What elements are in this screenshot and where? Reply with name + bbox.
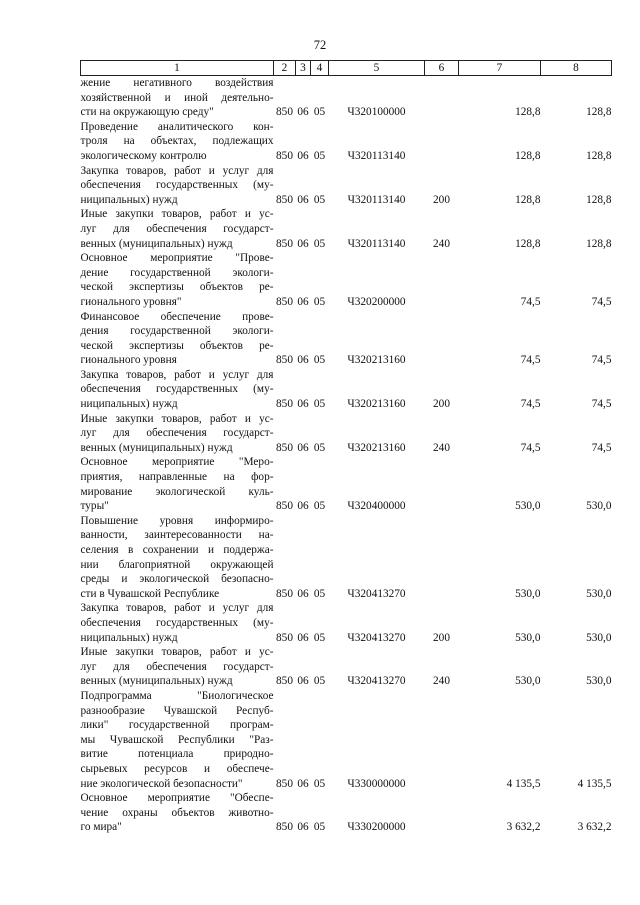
cell-budget-admin: 850 bbox=[276, 295, 293, 308]
cell-amount-year-1: 128,8 bbox=[515, 237, 541, 250]
cell-subsection: 05 bbox=[313, 821, 326, 834]
item-name-line: Закупка товаров, работ и услуг для bbox=[80, 602, 274, 615]
cell-target-item: Ч320413270 bbox=[347, 675, 406, 688]
cell-expense-type: 240 bbox=[433, 237, 450, 250]
cell-target-item: Ч320113140 bbox=[347, 149, 406, 162]
table-row bbox=[81, 689, 612, 791]
cell-subsection: 05 bbox=[313, 295, 326, 308]
item-name-line: го мира" bbox=[80, 821, 122, 834]
table-row bbox=[81, 207, 612, 251]
table-row bbox=[81, 164, 612, 208]
cell-expense-type bbox=[425, 455, 459, 513]
cell-amount-year-2: 128,8 bbox=[586, 149, 612, 162]
item-name-line: луг для обеспечения государст- bbox=[80, 222, 274, 235]
cell-expense-type: 240 bbox=[433, 675, 450, 688]
cell-amount-year-1: 530,0 bbox=[515, 587, 541, 600]
cell-subsection: 05 bbox=[313, 354, 326, 367]
cell-item-name bbox=[81, 412, 274, 456]
cell-budget-admin: 850 bbox=[276, 777, 293, 790]
cell-budget-admin: 850 bbox=[276, 237, 293, 250]
cell-item-name bbox=[81, 514, 274, 602]
column-header-7: 7 bbox=[459, 61, 541, 76]
cell-amount-year-1: 128,8 bbox=[515, 193, 541, 206]
item-name-line: венных (муниципальных) нужд bbox=[80, 441, 233, 454]
cell-target-item: Ч330000000 bbox=[347, 777, 406, 790]
cell-item-name bbox=[81, 310, 274, 368]
cell-section: 06 bbox=[297, 500, 309, 513]
item-name-line: ниципальных) нужд bbox=[80, 398, 178, 411]
cell-target-item: Ч320413270 bbox=[347, 587, 406, 600]
column-header-1: 1 bbox=[81, 61, 274, 76]
cell-target-item: Ч320113140 bbox=[347, 193, 406, 206]
cell-section: 06 bbox=[297, 631, 309, 644]
item-name-line: Основное мероприятие "Меро- bbox=[80, 456, 274, 469]
cell-expense-type: 200 bbox=[433, 631, 450, 644]
cell-item-name bbox=[81, 689, 274, 791]
cell-item-name bbox=[81, 645, 274, 689]
table-row bbox=[81, 455, 612, 513]
table-row bbox=[81, 645, 612, 689]
item-name-line: Иные закупки товаров, работ и ус- bbox=[80, 646, 274, 659]
cell-expense-type bbox=[425, 76, 459, 120]
budget-table bbox=[80, 60, 612, 835]
cell-section: 06 bbox=[297, 398, 309, 411]
item-name-line: ниципальных) нужд bbox=[80, 193, 178, 206]
item-name-line: Иные закупки товаров, работ и ус- bbox=[80, 208, 274, 221]
item-name-line: Закупка товаров, работ и услуг для bbox=[80, 164, 274, 177]
column-header-4: 4 bbox=[311, 61, 329, 76]
cell-amount-year-2: 74,5 bbox=[591, 398, 612, 411]
cell-amount-year-1: 530,0 bbox=[515, 631, 541, 644]
cell-item-name bbox=[81, 76, 274, 120]
table-row bbox=[81, 76, 612, 120]
cell-amount-year-2: 128,8 bbox=[586, 106, 612, 119]
item-name-line: луг для обеспечения государст- bbox=[80, 660, 274, 673]
item-name-line: луг для обеспечения государст- bbox=[80, 427, 274, 440]
cell-expense-type bbox=[425, 514, 459, 602]
table-body bbox=[81, 76, 612, 835]
item-name-line: нии благоприятной окружающей bbox=[80, 558, 274, 571]
cell-amount-year-1: 74,5 bbox=[520, 295, 541, 308]
cell-amount-year-1: 128,8 bbox=[515, 149, 541, 162]
cell-amount-year-1: 128,8 bbox=[515, 106, 541, 119]
cell-item-name bbox=[81, 791, 274, 835]
cell-subsection: 05 bbox=[313, 631, 326, 644]
cell-section: 06 bbox=[297, 441, 309, 454]
item-name-line: экологическому контролю bbox=[80, 149, 207, 162]
cell-amount-year-1: 4 135,5 bbox=[506, 777, 541, 790]
table-row bbox=[81, 601, 612, 645]
table-row bbox=[81, 310, 612, 368]
item-name-line: венных (муниципальных) нужд bbox=[80, 237, 233, 250]
table-row bbox=[81, 120, 612, 164]
cell-expense-type bbox=[425, 251, 459, 309]
cell-expense-type: 240 bbox=[433, 441, 450, 454]
cell-target-item: Ч320213160 bbox=[347, 354, 406, 367]
item-name-line: Иные закупки товаров, работ и ус- bbox=[80, 412, 274, 425]
item-name-line: обеспечения государственных (му- bbox=[80, 383, 274, 396]
cell-budget-admin: 850 bbox=[276, 675, 293, 688]
cell-item-name bbox=[81, 601, 274, 645]
item-name-line: ческой экспертизы объектов ре- bbox=[80, 339, 274, 352]
cell-item-name bbox=[81, 120, 274, 164]
cell-target-item: Ч320113140 bbox=[347, 237, 406, 250]
item-name-line: лики" государственной програм- bbox=[80, 719, 274, 732]
cell-expense-type bbox=[425, 689, 459, 791]
cell-amount-year-2: 74,5 bbox=[591, 441, 612, 454]
header-row bbox=[81, 61, 612, 76]
cell-item-name bbox=[81, 164, 274, 208]
table-row bbox=[81, 412, 612, 456]
item-name-line: дения государственной экологи- bbox=[80, 325, 274, 338]
table-header bbox=[81, 61, 612, 76]
cell-budget-admin: 850 bbox=[276, 398, 293, 411]
cell-section: 06 bbox=[297, 149, 309, 162]
cell-budget-admin: 850 bbox=[276, 193, 293, 206]
cell-amount-year-1: 74,5 bbox=[520, 398, 541, 411]
item-name-line: Финансовое обеспечение прове- bbox=[80, 310, 274, 323]
cell-subsection: 05 bbox=[313, 777, 326, 790]
cell-section: 06 bbox=[297, 106, 309, 119]
item-name-line: сырьевых ресурсов и обеспече- bbox=[80, 762, 274, 775]
cell-item-name bbox=[81, 207, 274, 251]
item-name-line: разнообразие Чувашской Респуб- bbox=[80, 704, 274, 717]
cell-amount-year-1: 3 632,2 bbox=[506, 821, 541, 834]
item-name-line: витие потенциала природно- bbox=[80, 748, 274, 761]
cell-item-name bbox=[81, 368, 274, 412]
item-name-line: гионального уровня" bbox=[80, 295, 182, 308]
column-header-3: 3 bbox=[296, 61, 311, 76]
cell-amount-year-1: 530,0 bbox=[515, 675, 541, 688]
cell-target-item: Ч320400000 bbox=[347, 500, 406, 513]
cell-target-item: Ч320100000 bbox=[347, 106, 406, 119]
cell-amount-year-2: 530,0 bbox=[586, 587, 612, 600]
item-name-line: Основное мероприятие "Обеспе- bbox=[80, 792, 274, 805]
item-name-line: ванности, заинтересованности на- bbox=[80, 529, 274, 542]
cell-item-name bbox=[81, 251, 274, 309]
item-name-line: хозяйственной и иной деятельно- bbox=[80, 91, 274, 104]
cell-subsection: 05 bbox=[313, 193, 326, 206]
cell-subsection: 05 bbox=[313, 587, 326, 600]
item-name-line: чение охраны объектов животно- bbox=[80, 806, 274, 819]
cell-budget-admin: 850 bbox=[276, 631, 293, 644]
cell-amount-year-1: 530,0 bbox=[515, 500, 541, 513]
column-header-5: 5 bbox=[329, 61, 425, 76]
cell-amount-year-1: 74,5 bbox=[520, 441, 541, 454]
column-header-6: 6 bbox=[425, 61, 459, 76]
cell-subsection: 05 bbox=[313, 149, 326, 162]
cell-target-item: Ч320213160 bbox=[347, 398, 406, 411]
cell-target-item: Ч320413270 bbox=[347, 631, 406, 644]
cell-budget-admin: 850 bbox=[276, 106, 293, 119]
item-name-line: Проведение аналитического кон- bbox=[80, 120, 274, 133]
item-name-line: ние экологической безопасности" bbox=[80, 777, 243, 790]
item-name-line: сти в Чувашской Республике bbox=[80, 587, 220, 600]
cell-expense-type: 200 bbox=[433, 193, 450, 206]
cell-section: 06 bbox=[297, 193, 309, 206]
item-name-line: Основное мероприятие "Прове- bbox=[80, 252, 274, 265]
item-name-line: мирование экологической куль- bbox=[80, 485, 274, 498]
cell-expense-type: 200 bbox=[433, 398, 450, 411]
cell-amount-year-2: 530,0 bbox=[586, 500, 612, 513]
item-name-line: среды и экологической безопасно- bbox=[80, 573, 274, 586]
item-name-line: ниципальных) нужд bbox=[80, 631, 178, 644]
cell-amount-year-2: 4 135,5 bbox=[577, 777, 612, 790]
column-header-8: 8 bbox=[541, 61, 612, 76]
cell-subsection: 05 bbox=[313, 398, 326, 411]
cell-section: 06 bbox=[297, 777, 309, 790]
item-name-line: Закупка товаров, работ и услуг для bbox=[80, 368, 274, 381]
item-name-line: ческой экспертизы объектов ре- bbox=[80, 281, 274, 294]
cell-section: 06 bbox=[297, 821, 309, 834]
cell-subsection: 05 bbox=[313, 237, 326, 250]
cell-budget-admin: 850 bbox=[276, 587, 293, 600]
item-name-line: селения в сохранении и поддержа- bbox=[80, 544, 274, 556]
cell-expense-type bbox=[425, 791, 459, 835]
cell-target-item: Ч320213160 bbox=[347, 441, 406, 454]
cell-subsection: 05 bbox=[313, 441, 326, 454]
cell-amount-year-2: 128,8 bbox=[586, 193, 612, 206]
table-row bbox=[81, 368, 612, 412]
column-header-2: 2 bbox=[274, 61, 296, 76]
item-name-line: мы Чувашской Республики "Раз- bbox=[80, 733, 274, 746]
table-row bbox=[81, 251, 612, 309]
cell-expense-type bbox=[425, 120, 459, 164]
item-name-line: приятия, направленные на фор- bbox=[80, 471, 274, 484]
cell-section: 06 bbox=[297, 587, 309, 600]
cell-budget-admin: 850 bbox=[276, 500, 293, 513]
table-row bbox=[81, 514, 612, 602]
cell-target-item: Ч330200000 bbox=[347, 821, 406, 834]
cell-section: 06 bbox=[297, 237, 309, 250]
item-name-line: Повышение уровня информиро- bbox=[80, 514, 274, 527]
item-name-line: венных (муниципальных) нужд bbox=[80, 675, 233, 688]
item-name-line: дение государственной экологи- bbox=[80, 266, 274, 279]
cell-item-name bbox=[81, 455, 274, 513]
item-name-line: сти на окружающую среду" bbox=[80, 106, 214, 119]
cell-amount-year-2: 74,5 bbox=[591, 295, 612, 308]
cell-subsection: 05 bbox=[313, 500, 326, 513]
cell-section: 06 bbox=[297, 295, 309, 308]
cell-section: 06 bbox=[297, 354, 309, 367]
item-name-line: троля на объектах, подлежащих bbox=[80, 135, 274, 148]
item-name-line: гионального уровня bbox=[80, 354, 177, 367]
cell-amount-year-1: 74,5 bbox=[520, 354, 541, 367]
table-row bbox=[81, 791, 612, 835]
cell-subsection: 05 bbox=[313, 675, 326, 688]
cell-amount-year-2: 530,0 bbox=[586, 631, 612, 644]
cell-amount-year-2: 74,5 bbox=[591, 354, 612, 367]
cell-expense-type bbox=[425, 310, 459, 368]
cell-budget-admin: 850 bbox=[276, 441, 293, 454]
cell-section: 06 bbox=[297, 675, 309, 688]
item-name-line: туры" bbox=[80, 500, 109, 513]
cell-amount-year-2: 3 632,2 bbox=[577, 821, 612, 834]
item-name-line: Подпрограмма "Биологическое bbox=[80, 689, 274, 702]
item-name-line: обеспечения государственных (му- bbox=[80, 179, 274, 192]
item-name-line: обеспечения государственных (му- bbox=[80, 616, 274, 629]
page-number: 72 bbox=[313, 38, 327, 52]
cell-target-item: Ч320200000 bbox=[347, 295, 406, 308]
cell-budget-admin: 850 bbox=[276, 821, 293, 834]
cell-subsection: 05 bbox=[313, 106, 326, 119]
item-name-line: жение негативного воздействия bbox=[80, 77, 274, 89]
cell-budget-admin: 850 bbox=[276, 149, 293, 162]
cell-budget-admin: 850 bbox=[276, 354, 293, 367]
cell-amount-year-2: 128,8 bbox=[586, 237, 612, 250]
cell-amount-year-2: 530,0 bbox=[586, 675, 612, 688]
